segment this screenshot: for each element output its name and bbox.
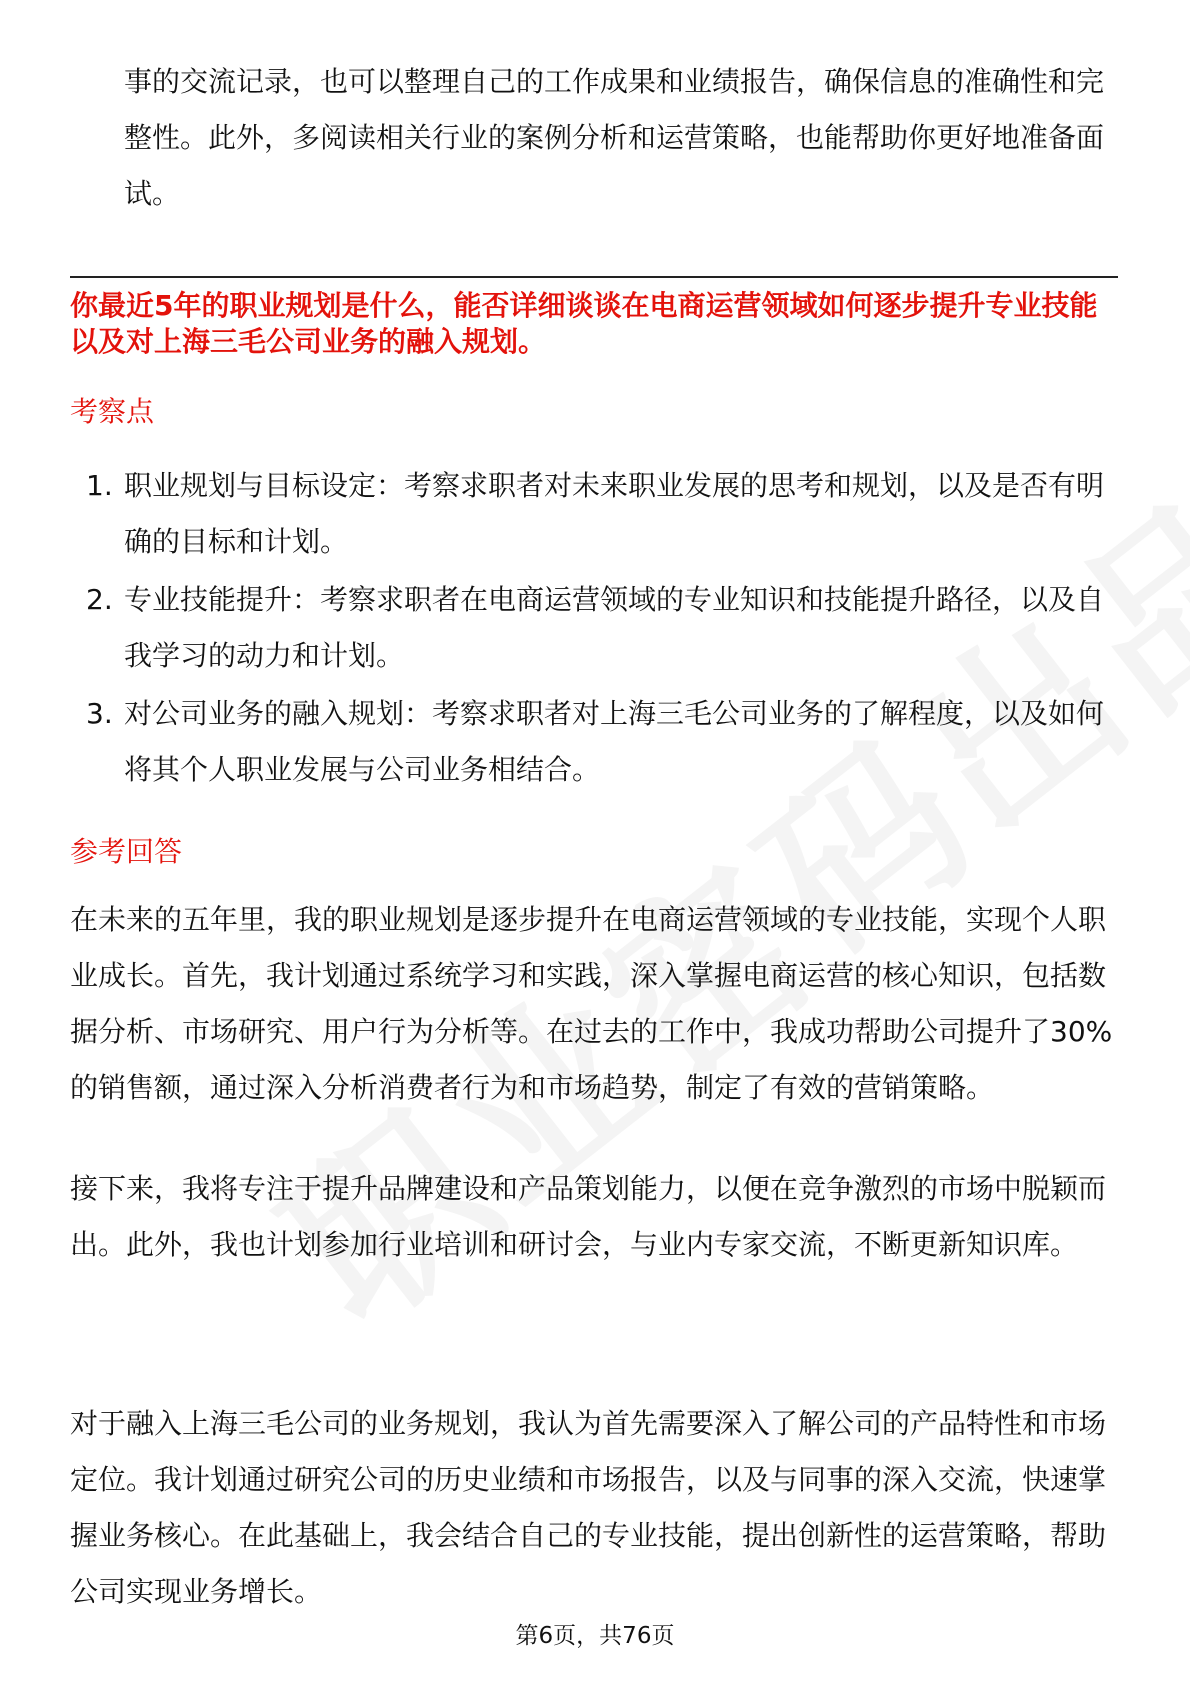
section-divider [70, 276, 1118, 278]
page-footer: 第6页，共76页 [515, 1623, 675, 1649]
exam-points-heading: 考察点 [70, 395, 155, 428]
interview-question: 你最近5年的职业规划是什么，能否详细谈谈在电商运营领域如何逐步提升专业技能以及对上海三毛公司业务的融入规划。 [70, 289, 1098, 358]
exam-point-text: 专业技能提升：考察求职者在电商运营领域的专业知识和技能提升路径，以及自我学习的动力和计划。 [124, 583, 1105, 672]
exam-point-text: 职业规划与目标设定：考察求职者对未来职业发展的思考和规划，以及是否有明确的目标和计划。 [124, 469, 1105, 558]
answer-paragraph: 对于融入上海三毛公司的业务规划，我认为首先需要深入了解公司的产品特性和市场定位。我计划通过研究公司的历史业绩和市场报告，以及与同事的深入交流，快速掌握业务核心。在此基础上，我会结合自己的专业技能，提出创新性的运营策略，帮助公司实现业务增长。 [70, 1407, 1107, 1608]
exam-point-text: 对公司业务的融入规划：考察求职者对上海三毛公司业务的了解程度，以及如何将其个人职业发展与公司业务相结合。 [124, 697, 1105, 786]
list-number: 1. [86, 469, 113, 502]
exam-point-item [70, 572, 1118, 684]
list-number: 2. [86, 583, 113, 616]
list-number: 3. [86, 697, 113, 730]
answer-paragraph: 接下来，我将专注于提升品牌建设和产品策划能力，以便在竞争激烈的市场中脱颖而出。此外，我也计划参加行业培训和研讨会，与业内专家交流，不断更新知识库。 [70, 1172, 1107, 1261]
exam-point-item [70, 458, 1118, 570]
continuation-paragraph: 事的交流记录，也可以整理自己的工作成果和业绩报告，确保信息的准确性和完整性。此外，多阅读相关行业的案例分析和运营策略，也能帮助你更好地准备面试。 [124, 65, 1105, 210]
exam-points-list [70, 458, 1118, 800]
exam-point-item [70, 686, 1118, 798]
answer-paragraph: 在未来的五年里，我的职业规划是逐步提升在电商运营领域的专业技能，实现个人职业成长。首先，我计划通过系统学习和实践，深入掌握电商运营的核心知识，包括数据分析、市场研究、用户行为分析等。在过去的工作中，我成功帮助公司提升了30%的销售额，通过深入分析消费者行为和市场趋势，制定了有效的营销策略。 [70, 903, 1113, 1104]
answer-heading: 参考回答 [70, 835, 183, 868]
